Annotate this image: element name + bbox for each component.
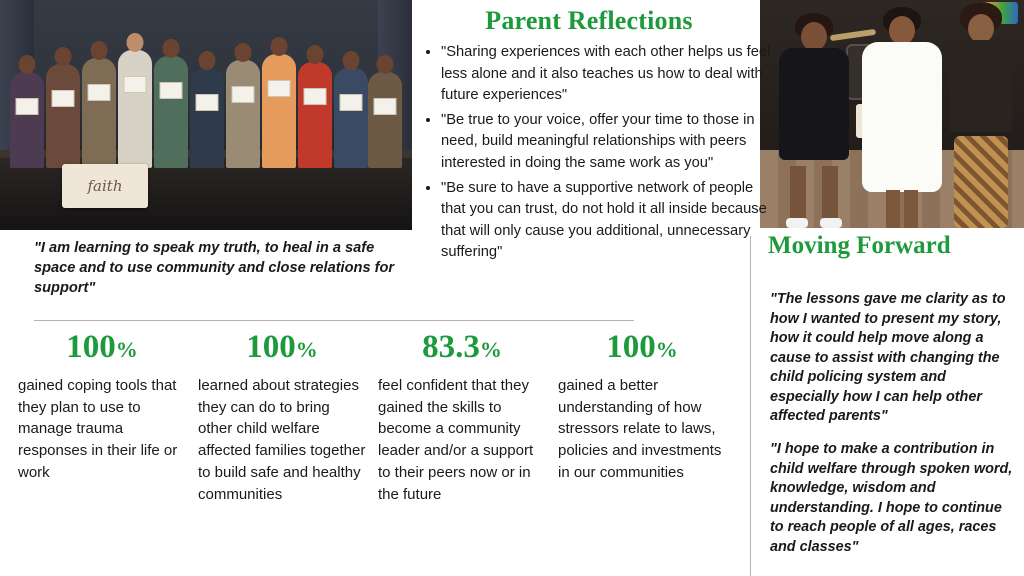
moving-forward-quote: "The lessons gave me clarity as to how I wanted to present my story, how it could help move along a cause to assist with changing the child policing system and especially how I can help other affected parents" [770, 291, 1006, 425]
stat-number: 100 [246, 329, 296, 365]
stat-description: gained coping tools that they plan to use to manage trauma responses in their life or work [18, 376, 178, 482]
moving-forward-title: Moving Forward [768, 232, 951, 259]
stat-symbol: % [115, 337, 138, 362]
stat-number: 100 [606, 329, 656, 365]
trio-photo [760, 0, 1024, 228]
stat-value [18, 330, 186, 365]
stat-symbol: % [655, 337, 678, 362]
list-item: • "Be sure to have a supportive network of people that you can trust, do not hold it all inside because that will only cause you additional, unnecessary suffering" [441, 178, 771, 264]
stat-symbol: % [295, 337, 318, 362]
participant-quote: "I am learning to speak my truth, to heal in a safe space and to use community and close relations for support" [34, 240, 395, 297]
group-photo [0, 0, 412, 230]
stat-number: 83.3 [422, 329, 480, 365]
outcome-stats [18, 330, 734, 506]
stat-item [18, 330, 186, 506]
stat-value [198, 330, 366, 365]
stat-description: learned about strategies they can do to bring other child welfare affected families together to build safe and healthy communities [198, 376, 366, 504]
stat-item [558, 330, 726, 506]
parent-reflections-title: Parent Reflections [485, 6, 693, 35]
parent-reflections-list [424, 42, 771, 267]
faith-sign [62, 164, 148, 208]
stat-symbol: % [479, 337, 502, 362]
stat-item [378, 330, 546, 506]
faith-sign-text: faith [87, 177, 123, 195]
stat-value [558, 330, 726, 365]
list-item: • "Sharing experiences with each other helps us feel less alone and it also teaches us how to deal with future experiences" [441, 42, 771, 107]
moving-forward-quotes [770, 290, 1014, 571]
stat-value [378, 330, 546, 365]
horizontal-divider [34, 320, 634, 321]
trio-person-right [946, 14, 1016, 228]
stat-item [198, 330, 366, 506]
moving-forward-quote: "I hope to make a contribution in child welfare through spoken word, knowledge, wisdom and understanding. I hope to continue to reach people of all ages, races and classes" [770, 441, 1013, 555]
list-item: • "Be true to your voice, offer your time to those in need, build meaningful relationships with peers interested in doing the same work as you" [441, 110, 771, 175]
vertical-divider [750, 236, 751, 576]
trio-person-center [860, 16, 944, 228]
stat-number: 100 [66, 329, 116, 365]
stat-description: feel confident that they gained the skills to become a community leader and/or a support to their peers now or in the future [378, 376, 534, 504]
trio-person-left [774, 22, 854, 228]
stat-description: gained a better understanding of how stressors relate to laws, policies and investments in our communities [558, 376, 722, 482]
